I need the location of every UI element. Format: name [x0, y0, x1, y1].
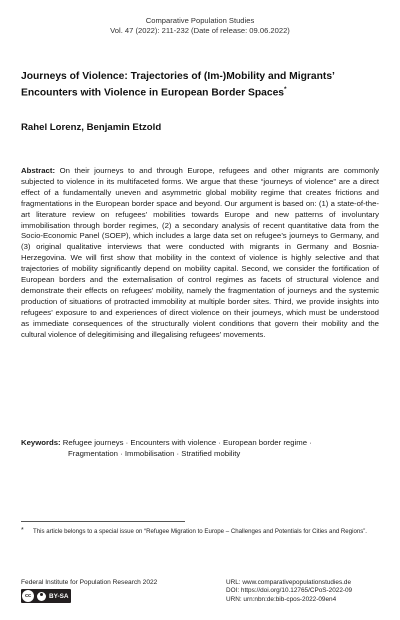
journal-name: Comparative Population Studies — [145, 16, 255, 25]
keywords-row-1 — [21, 437, 383, 448]
article-identifiers — [226, 579, 352, 604]
journal-issue: Vol. 47 (2022): 211-232 (Date of release: 09.06.2022) — [110, 25, 290, 35]
journal-header — [0, 16, 400, 35]
journal-url[interactable]: URL: www.comparativepopulationstudies.de — [226, 579, 352, 586]
footnote-text: This article belongs to a special issue on “Refugee Migration to Europe – Challenges and Potentials for Cities and Regions”. — [33, 528, 367, 535]
keywords-label: Keywords: — [21, 438, 61, 447]
attribution-person-icon — [37, 592, 46, 601]
keywords-line-2: Fragmentation · Immobilisation · Stratified mobility — [68, 449, 241, 458]
license-label: BY-SA — [49, 592, 69, 600]
footnote-divider — [21, 521, 185, 522]
keywords — [21, 437, 383, 459]
footnote — [21, 527, 383, 536]
article-urn: URN: urn:nbn:de:bib-cpos-2022-09en4 — [226, 595, 337, 603]
cc-icon: cc — [22, 590, 34, 602]
footnote-mark: * — [21, 527, 24, 534]
title-footnote-mark: * — [284, 85, 287, 93]
keywords-line-1: Refugee journeys · Encounters with violence · European border regime · — [62, 438, 312, 447]
article-title — [21, 71, 383, 100]
abstract-text: On their journeys to and through Europe, refugees and other migrants are commonly subjected to violence in its multifaceted forms. We argue that these “journeys of violence” are a direct effect of a fundamentally uneven and asymmetric global mobility regime that creates frictions and fragmentations in the European border space and beyond. Our argument is based on: (1) a state-of-the-art literature review on refugees’ mobilities towards Europe and new patterns of involuntary immobilisation through border regimes, (2) a secondary analysis of recent quantitative data from the Socio-Economic Panel (SOEP), which includes a large data set on refugee’s journeys to Germany, and (3) original qualitative interviews that were conducted with migrants in Germany and Bosnia-Herzegovina. We will first show that mobility in the context of violence is highly selective and that trajectories of mobility significantly depend on mobility capital. Second, we consider the fortification of European borders and the externalisation of control regimes as facets of structural violence and demonstrate their effects on refugees’ mobility, namely the fragmentation of journeys and the systemic production of situations of protracted immobility at multiple border sites. Third, we provide insights into refugees’ exposure to and experiences of direct violence on their journeys, which must be understood as immediate consequences of the structurally violent conditions that govern their mobility and the cultural violence of delegitimising and illegalising refugees’ movements. — [21, 166, 379, 339]
article-authors: Rahel Lorenz, Benjamin Etzold — [21, 122, 162, 133]
cc-license-badge[interactable] — [21, 589, 71, 603]
article-title-text: Journeys of Violence: Trajectories of (Im-)Mobility and Migrants’ Encounters with Violence in European Border Spaces — [21, 71, 335, 99]
publisher-line: Federal Institute for Population Research 2022 — [21, 579, 158, 586]
article-doi[interactable]: DOI: https://doi.org/10.12765/CPoS-2022-09 — [226, 587, 353, 595]
abstract — [21, 166, 379, 341]
abstract-label: Abstract: — [21, 166, 56, 175]
